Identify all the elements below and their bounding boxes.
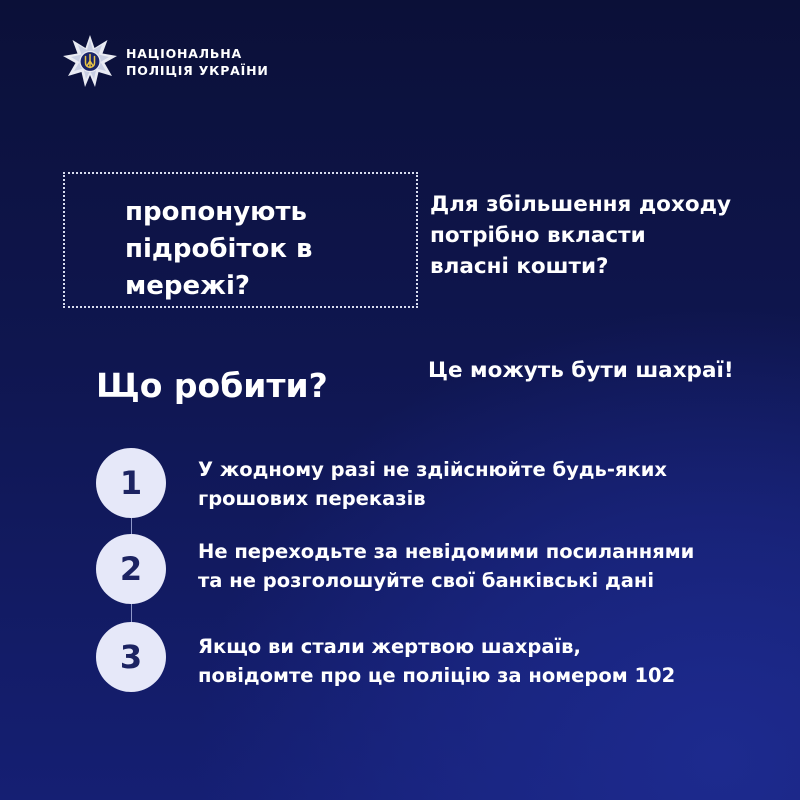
- warning-text: Це можуть бути шахраї!: [428, 358, 734, 383]
- side-note-line: власні кошти?: [430, 254, 609, 279]
- side-note-line: потрібно вкласти: [430, 223, 646, 248]
- step-text: [198, 632, 798, 690]
- step-text: [198, 455, 798, 513]
- brand-line-2: ПОЛІЦІЯ УКРАЇНИ: [126, 63, 269, 78]
- step-number-circle: 1: [96, 448, 166, 518]
- police-emblem-icon: [62, 34, 118, 90]
- side-note-line: Для збільшення доходу: [430, 192, 731, 217]
- question-line: пропонують: [125, 197, 307, 227]
- brand-header: [62, 34, 269, 90]
- side-note: [430, 189, 795, 282]
- step-text: [198, 537, 798, 595]
- step-text-line: грошових переказів: [198, 487, 426, 510]
- question-line: мережі?: [125, 271, 250, 301]
- step-text-line: У жодному разі не здійснюйте будь-яких: [198, 458, 667, 481]
- step-text-line: повідомте про це поліцію за номером 102: [198, 664, 676, 687]
- step-number-circle: 3: [96, 622, 166, 692]
- step-text-line: та не розголошуйте свої банківські дані: [198, 569, 655, 592]
- step-number-circle: 2: [96, 534, 166, 604]
- brand-line-1: НАЦІОНАЛЬНА: [126, 46, 242, 61]
- section-heading: Що робити?: [96, 366, 328, 405]
- question-text: [125, 194, 405, 305]
- step-text-line: Якщо ви стали жертвою шахраїв,: [198, 635, 581, 658]
- step-text-line: Не переходьте за невідомими посиланнями: [198, 540, 695, 563]
- question-box: [63, 172, 418, 308]
- question-line: підробіток в: [125, 234, 313, 264]
